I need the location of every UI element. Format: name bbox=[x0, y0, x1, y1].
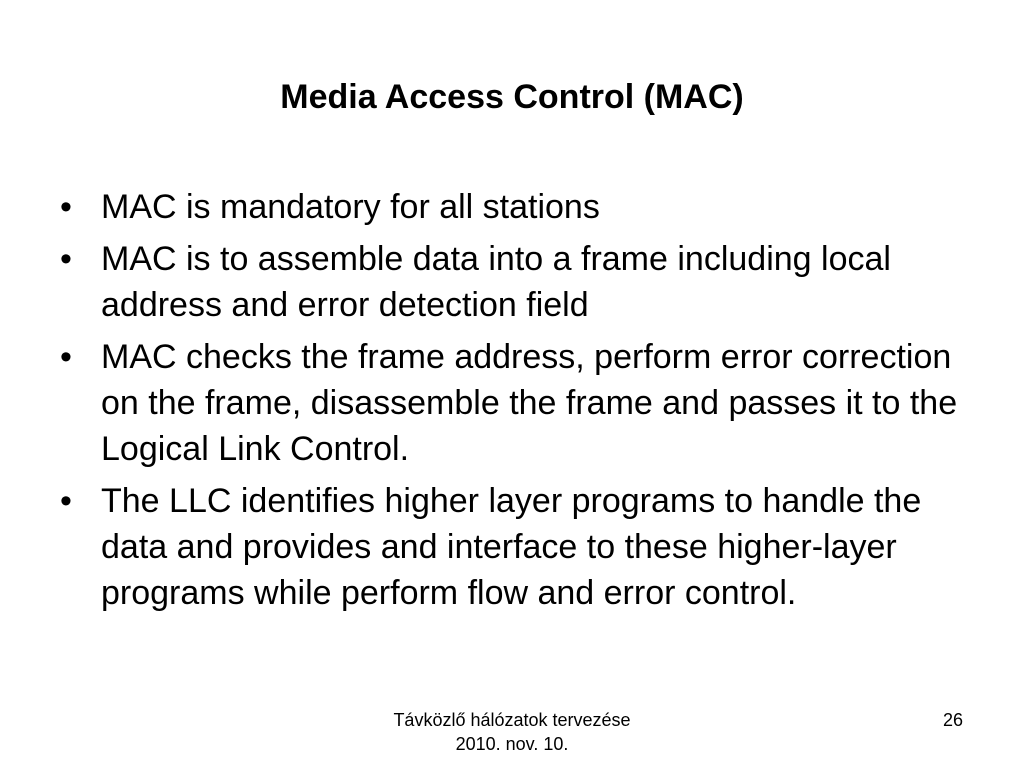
bullet-text: MAC checks the frame address, perform error correction on the frame, disassemble the frame and passes it to the Logical Link Control. bbox=[101, 338, 958, 468]
footer-info bbox=[362, 708, 662, 756]
bullet-marker-icon: • bbox=[60, 188, 72, 226]
bullet-text: MAC is mandatory for all stations bbox=[101, 188, 600, 226]
bullet-text: MAC is to assemble data into a frame including local address and error detection field bbox=[101, 240, 891, 324]
bullet-marker-icon: • bbox=[60, 338, 72, 376]
bullet-item-3 bbox=[60, 334, 970, 472]
bullet-text: The LLC identifies higher layer programs to handle the data and provides and interface to these higher-layer programs while perform flow and error control. bbox=[101, 482, 922, 612]
bullet-item-4 bbox=[60, 478, 970, 616]
page-number: 26 bbox=[942, 710, 963, 730]
bullet-item-2 bbox=[60, 236, 970, 328]
footer-date: 2010. nov. 10. bbox=[455, 734, 569, 754]
bullet-marker-icon: • bbox=[60, 240, 72, 278]
bullet-list bbox=[60, 184, 970, 622]
footer-course-title: Távközlő hálózatok tervezése bbox=[393, 710, 631, 730]
slide-title: Media Access Control (MAC) bbox=[280, 78, 744, 116]
bullet-marker-icon: • bbox=[60, 482, 72, 520]
bullet-item-1 bbox=[60, 184, 970, 230]
